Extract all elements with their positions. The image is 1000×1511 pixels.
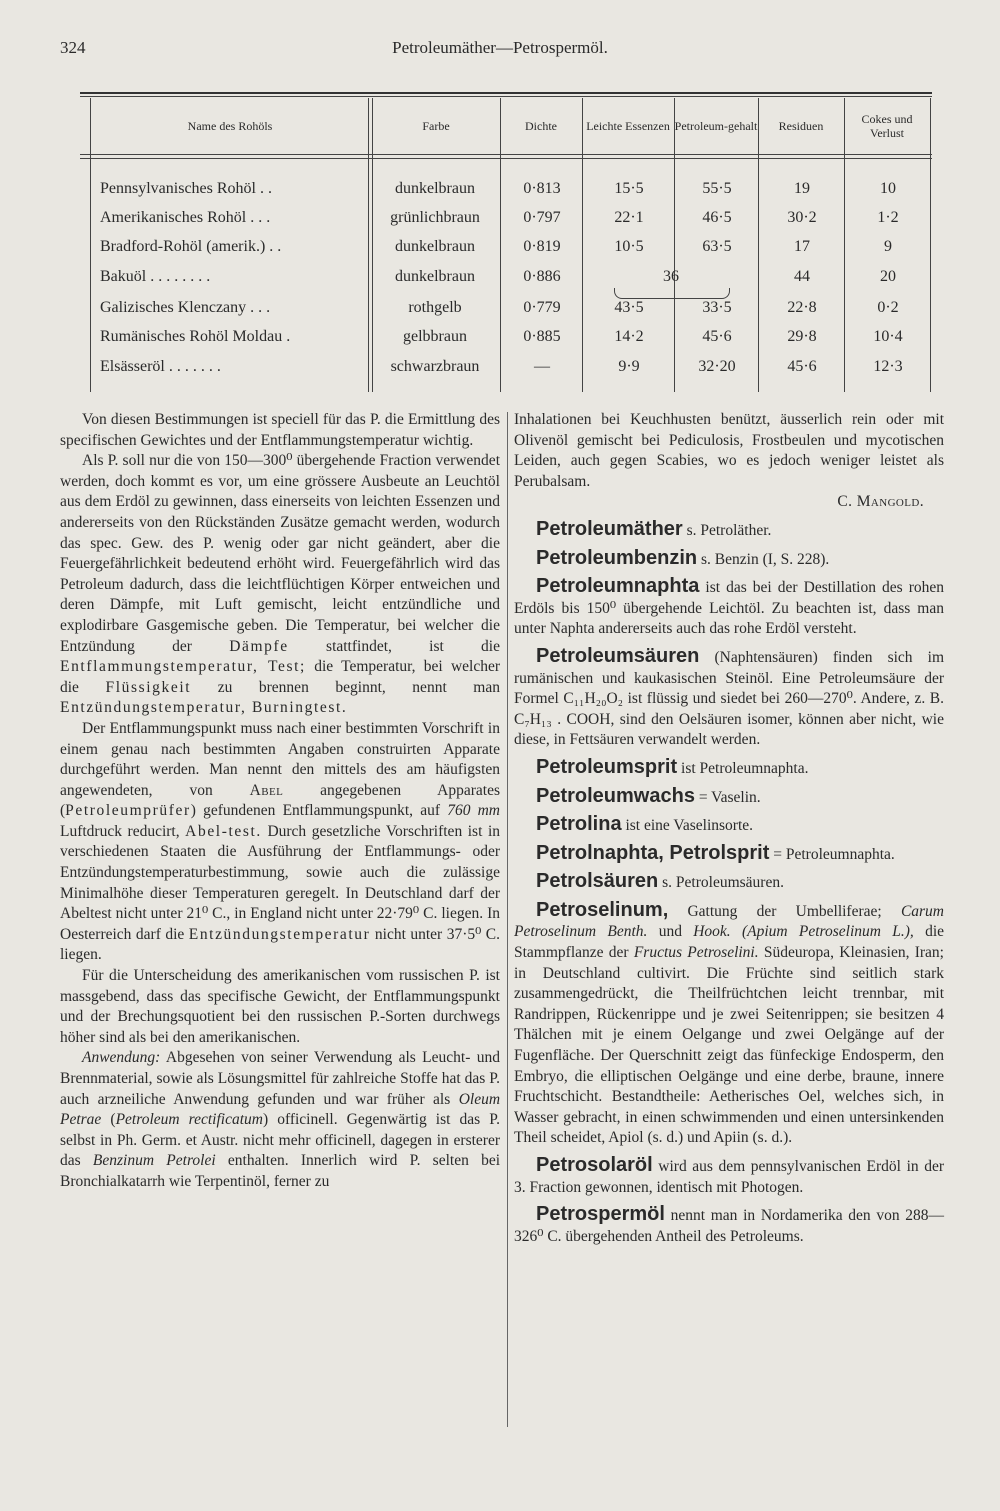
italic-term: Oleum Petrae xyxy=(60,1090,501,1129)
headword: Petrolsäuren xyxy=(536,870,659,893)
header-cokes: Cokes und Verlust xyxy=(861,112,913,140)
cell-dichte: 0·813 xyxy=(523,180,561,197)
text-run: enthalten. Innerlich wird P. selten bei Bronchialkatarrh wie Terpentinöl, ferner zu xyxy=(60,1152,501,1190)
entry xyxy=(514,814,944,837)
cell-name: Bakuöl . . . . . . . . xyxy=(100,268,211,285)
italic-term: Petroleum rectificatum xyxy=(115,1111,263,1129)
header-petroleumgehalt: Petroleum-gehalt xyxy=(674,119,758,133)
cell-resid: 22·8 xyxy=(787,299,817,316)
table-row xyxy=(80,262,932,292)
headword: Petroleumwachs xyxy=(536,784,695,807)
cell-farbe: dunkelbraun xyxy=(395,180,475,197)
spaced-term: Entzündungstemperatur xyxy=(188,925,371,943)
cell-name: Pennsylvanisches Rohöl . . xyxy=(100,180,272,197)
table-rule xyxy=(80,154,932,155)
cell-name: Bradford-Rohöl (amerik.) . . xyxy=(100,238,282,255)
headword: Petroselinum, xyxy=(536,898,669,921)
headword: Petroleumsäuren xyxy=(536,644,700,667)
cell-farbe: rothgelb xyxy=(408,299,462,316)
text-run: zu brennen beginnt, nennt man xyxy=(217,678,500,696)
cell-petro: 32·20 xyxy=(698,358,736,375)
text-run: die Temperatur, bei welcher die xyxy=(60,658,501,696)
table-row xyxy=(80,203,932,233)
text-run: ) officinell. Gegenwärtig ist das P. selbst in Ph. Germ. et Austr. nicht mehr officinell, dagegen in ersterer das xyxy=(60,1111,501,1170)
headword: Petrolnaphta, Petrolsprit xyxy=(536,841,770,864)
entry xyxy=(514,871,944,894)
text-run: ist das bei der Destillation des rohen Erdöls bis 150⁰ übergehende Leichtöl. Zu beachten ist, dass man unter Naphta andererseits auch das rohe Erdöl versteht. xyxy=(514,579,944,638)
cell-name: Amerikanisches Rohöl . . . xyxy=(100,209,271,226)
text-run: = Vaselin. xyxy=(694,788,761,806)
text-run: stattfindet, ist die xyxy=(326,637,500,655)
cell-dichte: 0·886 xyxy=(523,268,561,285)
column-divider xyxy=(507,412,508,1427)
spaced-term: Flüssigkeit xyxy=(105,678,192,696)
cell-cokes: 1·2 xyxy=(877,209,899,226)
page-title: Petroleumäther—Petrospermöl. xyxy=(392,38,608,57)
right-column xyxy=(514,410,944,1247)
italic-term: Carum Petroselinum Benth. xyxy=(514,902,945,941)
text-run: Der Entflammungspunkt muss nach einer bestimmten Vorschrift in einem genau nach bestimmten Angaben construirten Apparate durchgeführt werden. Man nennt den mittels des am häufigsten angewendeten, von xyxy=(60,719,500,799)
italic-term: 760 mm xyxy=(447,802,501,820)
author-name: Abel xyxy=(249,781,284,799)
text-run: Gattung der Umbelliferae; xyxy=(668,902,882,920)
headword: Petrolina xyxy=(536,813,622,836)
cell-name: Elsässeröl . . . . . . . xyxy=(100,358,221,375)
header-residuen: Residuen xyxy=(778,119,824,133)
table-row xyxy=(80,322,932,352)
cell-dichte: 0·779 xyxy=(523,299,561,316)
headword: Petrospermöl xyxy=(536,1203,665,1226)
headword: Petroleumbenzin xyxy=(536,546,698,569)
cell-petro: 33·5 xyxy=(702,299,732,316)
cell-leicht: 22·1 xyxy=(614,209,644,226)
cell-cokes: 10·4 xyxy=(873,328,903,345)
cell-resid: 44 xyxy=(794,268,810,285)
italic-term: Anwendung: xyxy=(82,1049,161,1067)
cell-cokes: 0·2 xyxy=(877,299,899,316)
text-run: ) gefundenen Entflammungspunkt, auf xyxy=(190,802,440,820)
italic-term: Hook. (Apium Petroselinum L.), xyxy=(693,923,914,941)
entry xyxy=(514,548,944,571)
paragraph: Von diesen Bestimmungen ist speciell für das P. die Ermittlung des specifischen Gewichtes und der Entflammungstemperatur wichtig. xyxy=(60,411,500,449)
cell-leicht: 43·5 xyxy=(614,299,644,316)
left-column xyxy=(60,410,500,1193)
text-run: Als P. soll nur die von 150—300⁰ übergehende Fraction verwendet werden, doch kommt es vor, um eine grössere Ausbeute an Leuchtöl aus dem Erdöl zu gewinnen, dass einerseits von leichten Essenzen und andererseits von den Rückständen Zusätze gemacht werden, wodurch das spec. Gew. des P. wenig oder gar nicht geändert, aber die Feuergefährlichkeit bedeutend erhöht wird. Feuergefährlich wird das Petroleum dadurch, dass die leichtflüchtigen Körper entweichen und deren Dämpfe, mit Luft gemischt, leicht entzündliche und explodirbare Gasgemische geben. Die Temperatur, bei welcher die Entzündung der xyxy=(60,452,500,655)
entry xyxy=(514,1204,944,1247)
header-name: Name des Rohöls xyxy=(187,119,273,133)
text-run: nennt man in Nordamerika den von 288—326⁰ C. übergehenden Antheil des Petroleums. xyxy=(514,1207,944,1245)
paragraph: Für die Unterscheidung des amerikanischen vom russischen P. ist massgebend, dass das specifische Gewicht, der Entflammungspunkt und der Brechungsquotient bei den russischen P.-Sorten durchwegs höher sind als bei den amerikanischen. xyxy=(60,967,500,1046)
cell-resid: 45·6 xyxy=(787,358,817,375)
entry xyxy=(514,1155,944,1198)
text-run: s. Petroläther. xyxy=(682,521,772,539)
table-row xyxy=(80,293,932,323)
entry xyxy=(514,646,944,751)
cell-dichte: 0·885 xyxy=(523,328,561,345)
cell-farbe: gelbbraun xyxy=(403,328,467,345)
text-run: Südeuropa, Kleinasien, Iran; in Deutschland cultivirt. Die Früchte sind seitlich stark zusammengedrückt, die Theilfrüchtchen leicht trennbar, mit Randrippen, Rückenrippe und je zwei Seitenrippen; sie besitzen 4 Thälchen mit je einem Oelgange und zwei Oelgänge auf der Fugenfläche. Der Querschnitt zeigt das fünfeckige Endosperm, den Embryo, die elliptischen Oelgänge und eine derbe, braune, innere Fruchtschicht. Bestandtheile: Aetherisches Oel, welches sich, in Wasser gebracht, in einen schwimmenden und einen untersinkenden Theil scheidet, Apiol (s. d.) und Apiin (s. d.). xyxy=(514,944,944,1147)
text-run: Durch gesetzliche Vorschriften ist in verschiedenen Staaten die Ausführung der Entflammungs- oder Entzündungstemperaturbestimmung, sowie auch die zulässige Minimalhöhe dieser Temperaturen geregelt. In Deutschland darf der Abeltest nicht unter 21⁰ C., in England nicht unter 22·79⁰ C. liegen. In Oesterreich darf die xyxy=(60,822,501,943)
entry xyxy=(514,843,944,866)
spaced-term: Abel-test. xyxy=(185,822,262,840)
cell-leicht: 9·9 xyxy=(618,358,640,375)
running-head xyxy=(60,38,940,62)
cell-cokes: 10 xyxy=(880,180,896,197)
table-rule xyxy=(80,92,932,94)
text-run: ist eine Vaselinsorte. xyxy=(621,817,754,835)
italic-term: Benzinum Petrolei xyxy=(92,1152,216,1170)
cell-petro: 55·5 xyxy=(702,180,732,197)
table-row xyxy=(80,174,932,204)
cell-farbe: dunkelbraun xyxy=(395,268,475,285)
header-dichte: Dichte xyxy=(525,119,557,133)
spaced-term: Petroleumprüfer xyxy=(65,802,191,820)
cell-farbe: grünlichbraun xyxy=(390,209,480,226)
paragraph xyxy=(60,451,500,719)
text-run: (Naphtensäuren) finden sich im rumänischen und kaukasischen Steinöl. Eine Petroleumsäure der Formel C₁₁H₂₀O₂ ist flüssig und siedet bei 260—270⁰. Andere, z. B. C₇H₁₃ . COOH, sind den Oelsäuren isomer, können aber nicht, wie diese, in Fettsäuren verwandelt werden. xyxy=(514,648,944,749)
cell-petro: 46·5 xyxy=(702,209,732,226)
spaced-term: Entzündungstemperatur, Burningtest. xyxy=(60,699,348,717)
table-rule xyxy=(80,96,932,97)
cell-name: Galizisches Klenczany . . . xyxy=(100,299,271,316)
headword: Petroleumsprit xyxy=(536,755,678,778)
cell-cokes: 9 xyxy=(884,238,892,255)
cell-leicht: 15·5 xyxy=(614,180,644,197)
entry xyxy=(514,900,944,1149)
cell-leicht: 14·2 xyxy=(614,328,644,345)
text-run: angegebenen Apparates ( xyxy=(60,781,500,820)
cell-petro: 45·6 xyxy=(702,328,732,345)
header-farbe: Farbe xyxy=(422,119,450,133)
cell-leicht: 10·5 xyxy=(614,238,644,255)
headword: Petroleumnaphta xyxy=(536,575,700,598)
paragraph xyxy=(60,1048,500,1192)
cell-resid: 19 xyxy=(794,180,810,197)
text-run: wird aus dem pennsylvanischen Erdöl in der 3. Fraction gewonnen, identisch mit Photogen. xyxy=(514,1158,944,1196)
table-row xyxy=(80,352,932,382)
text-run: die Stammpflanze der xyxy=(514,923,945,962)
cell-farbe: schwarzbraun xyxy=(390,358,480,375)
cell-dichte: 0·797 xyxy=(523,209,561,226)
cell-cokes: 20 xyxy=(880,268,896,285)
paragraph: Inhalationen bei Keuchhusten benützt, äusserlich rein oder mit Olivenöl gemischt bei Pediculosis, Frostbeulen und mycotischen Leiden, auch gegen Scabies, wo es jedoch weniger leistet als Perubalsam. xyxy=(514,411,944,490)
cell-resid: 29·8 xyxy=(787,328,817,345)
cell-dichte: — xyxy=(534,358,550,375)
cell-dichte: 0·819 xyxy=(523,238,561,255)
cell-resid: 30·2 xyxy=(787,209,817,226)
table-row xyxy=(80,232,932,262)
headword: Petroleumäther xyxy=(536,517,683,540)
italic-term: Fructus Petroselini. xyxy=(633,944,759,962)
entry xyxy=(514,786,944,809)
paragraph xyxy=(60,719,500,966)
text-run: s. Benzin (I, S. 228). xyxy=(697,550,830,568)
text-run: ist Petroleumnaphta. xyxy=(677,759,809,777)
header-leichte-essenzen: Leichte Essenzen xyxy=(586,119,670,133)
entry xyxy=(514,519,944,542)
entry xyxy=(514,576,944,640)
text-run: = Petroleumnaphta. xyxy=(769,845,895,863)
spaced-term: Entflammungstemperatur, Test; xyxy=(60,658,306,676)
text-run: nicht unter 37·5⁰ C. liegen. xyxy=(60,925,501,964)
spaced-term: Dämpfe xyxy=(229,637,289,655)
text-run: Luftdruck reducirt, xyxy=(60,822,180,840)
crude-oil-table xyxy=(80,92,932,392)
text-run: und xyxy=(647,923,694,941)
cell-combined: 36 xyxy=(663,268,679,285)
cell-cokes: 12·3 xyxy=(873,358,903,375)
cell-name: Rumänisches Rohöl Moldau . xyxy=(100,328,291,345)
cell-petro: 63·5 xyxy=(702,238,732,255)
text-run: ( xyxy=(110,1111,116,1129)
page-number: 324 xyxy=(60,38,86,57)
entry xyxy=(514,757,944,780)
cell-resid: 17 xyxy=(794,238,810,255)
text-run: Abgesehen von seiner Verwendung als Leucht- und Brennmaterial, sowie als Lösungsmittel für zahlreiche Stoffe hat das P. auch arzneiliche Anwendung gefunden und war früher als xyxy=(60,1049,500,1108)
author-signature: C. Mangold. xyxy=(837,493,924,511)
table-rule xyxy=(80,158,932,159)
headword: Petrosolaröl xyxy=(536,1154,653,1176)
text-run: s. Petroleumsäuren. xyxy=(658,874,784,892)
cell-farbe: dunkelbraun xyxy=(395,238,475,255)
